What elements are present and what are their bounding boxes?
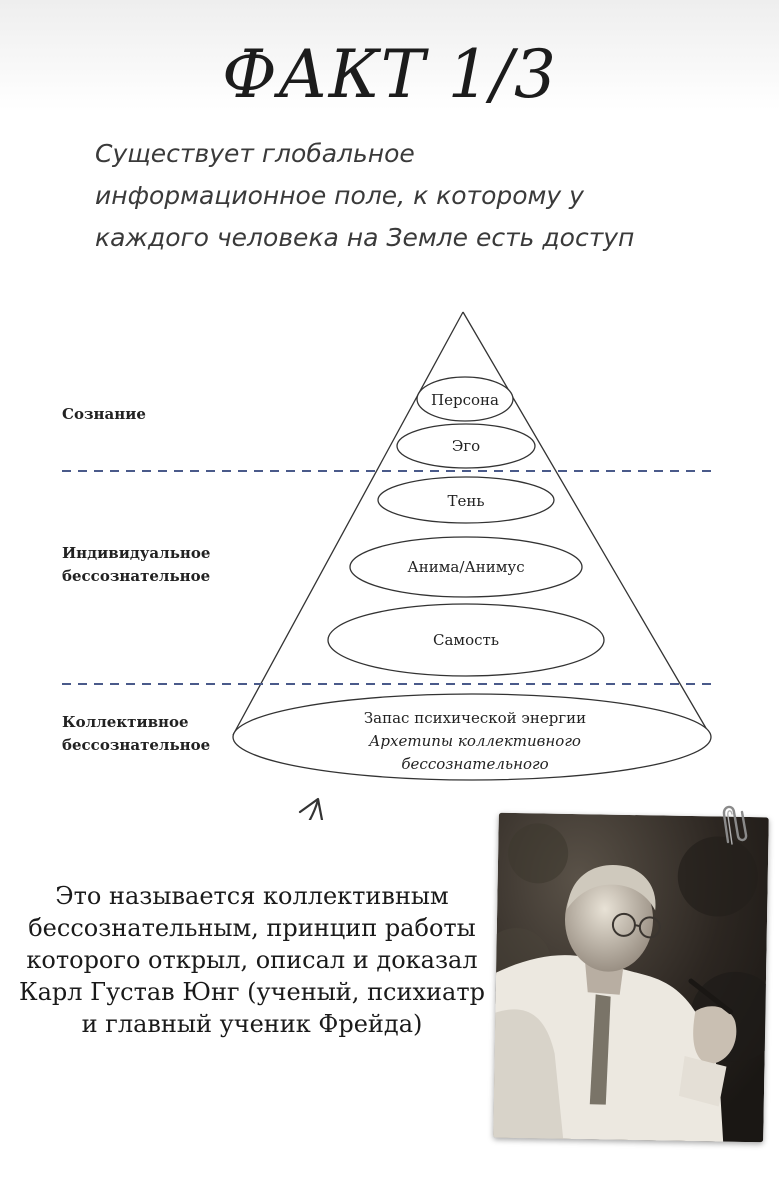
jung-portrait-photo	[493, 813, 769, 1143]
label-base-energy: Запас психической энергии	[363, 709, 587, 727]
label-shadow: Тень	[447, 492, 485, 510]
subtitle-line: информационное поле, к которому у	[95, 181, 584, 210]
label-base-archetypes: Архетипы коллективного	[369, 732, 581, 750]
level-collective-line1: Коллективное	[62, 713, 189, 731]
paperclip-icon	[716, 802, 756, 848]
caption-line: бессознательным, принцип работы	[28, 914, 476, 942]
caption-line: Это называется коллективным	[55, 882, 449, 910]
level-collective-line2: бессознательное	[62, 736, 211, 754]
label-base-unconscious: бессознательного	[401, 755, 549, 773]
level-personal-line1: Индивидуальное	[62, 544, 211, 562]
label-ego: Эго	[451, 437, 481, 455]
psyche-pyramid-diagram	[0, 300, 779, 820]
subtitle-line: каждого человека на Земле есть доступ	[95, 223, 635, 252]
page-title: ФАКТ 1/3	[221, 36, 558, 113]
caption-line: и главный ученик Фрейда)	[81, 1010, 423, 1038]
caption-line: Карл Густав Юнг (ученый, психиатр	[19, 978, 485, 1006]
label-anima: Анима/Анимус	[407, 558, 525, 576]
level-personal-line2: бессознательное	[62, 567, 211, 585]
subtitle	[95, 133, 695, 259]
label-self: Самость	[433, 631, 499, 649]
caption-line: которого открыл, описал и доказал	[26, 946, 478, 974]
caption	[12, 880, 492, 1040]
subtitle-line: Существует глобальное	[95, 139, 415, 168]
level-conscious: Сознание	[62, 405, 146, 423]
label-persona: Персона	[431, 391, 499, 409]
